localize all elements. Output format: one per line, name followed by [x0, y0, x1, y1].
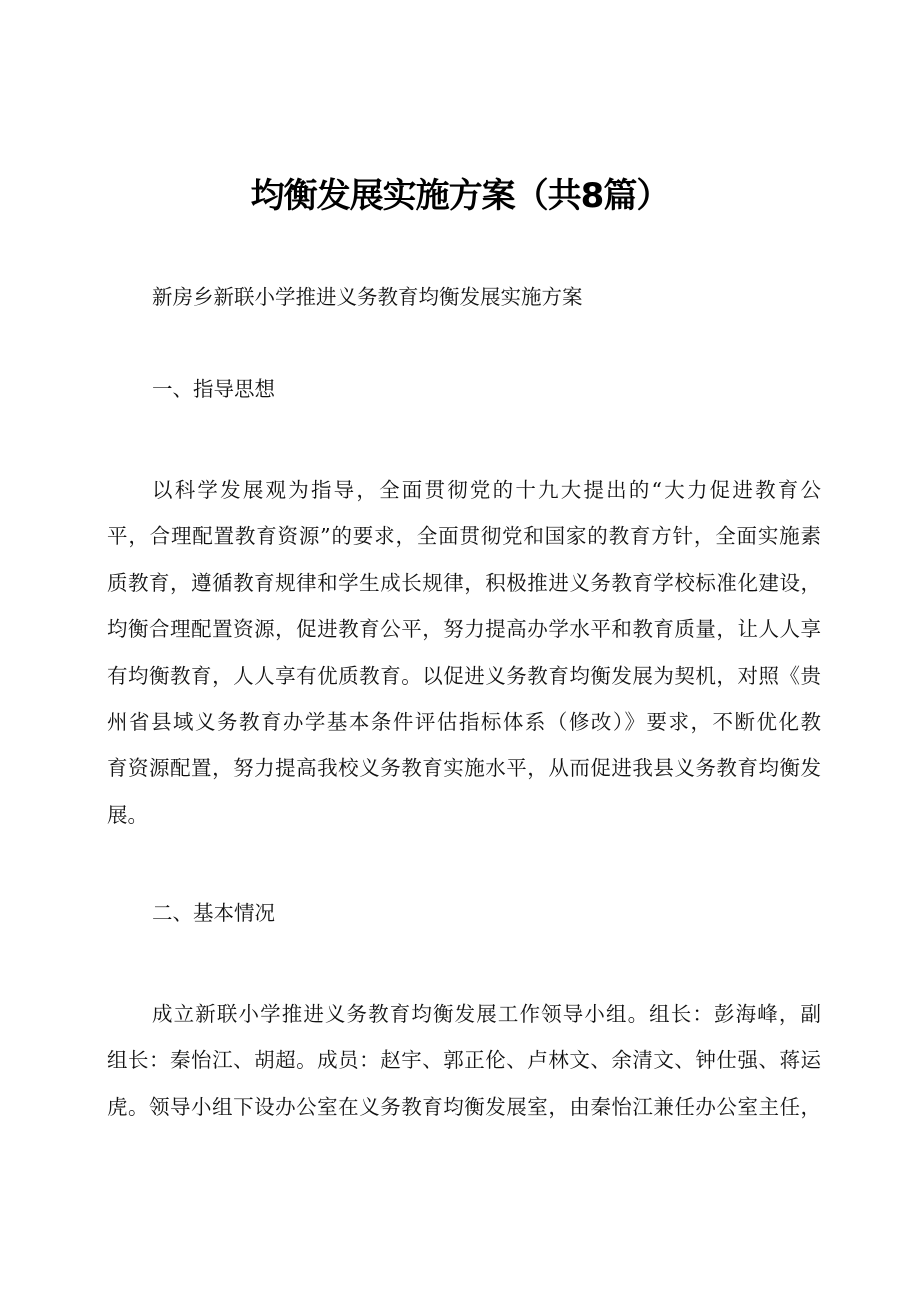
document-subtitle: 新房乡新联小学推进义务教育均衡发展实施方案	[152, 285, 583, 309]
paragraph-line: 展。	[107, 802, 148, 827]
paragraph-guiding-ideology	[107, 467, 821, 832]
paragraph-line: 平，合理配置教育资源”的要求，全面贯彻党和国家的教育方针，全面实施素	[107, 524, 821, 549]
paragraph-line: 有均衡教育，人人享有优质教育。以促进义务教育均衡发展为契机，对照《贵	[107, 663, 821, 688]
paragraph-line: 均衡合理配置资源，促进教育公平，努力提高办学水平和教育质量，让人人享	[107, 617, 821, 642]
paragraph-line: 组长：秦怡江、胡超。成员：赵宇、郭正伦、卢林文、余清文、钟仕强、蒋运	[107, 1048, 821, 1073]
paragraph-basic-situation	[107, 991, 821, 1127]
paragraph-line: 成立新联小学推进义务教育均衡发展工作领导小组。组长：彭海峰，副	[152, 1002, 821, 1026]
paragraph-line: 以科学发展观为指导，全面贯彻党的十九大提出的“大力促进教育公	[152, 478, 821, 502]
document-title: 均衡发展实施方案（共8篇）	[250, 176, 670, 216]
paragraph-line: 州省县域义务教育办学基本条件评估指标体系（修改）》要求，不断优化教	[107, 709, 821, 734]
paragraph-line: 育资源配置，努力提高我校义务教育实施水平，从而促进我县义务教育均衡发	[107, 756, 821, 781]
paragraph-line: 质教育，遵循教育规律和学生成长规律，积极推进义务教育学校标准化建设，	[107, 570, 821, 595]
section-heading-guiding-ideology: 一、指导思想	[152, 377, 275, 401]
paragraph-line: 虎。领导小组下设办公室在义务教育均衡发展室，由秦怡江兼任办公室主任，	[107, 1094, 821, 1119]
section-heading-basic-situation: 二、基本情况	[152, 901, 275, 925]
